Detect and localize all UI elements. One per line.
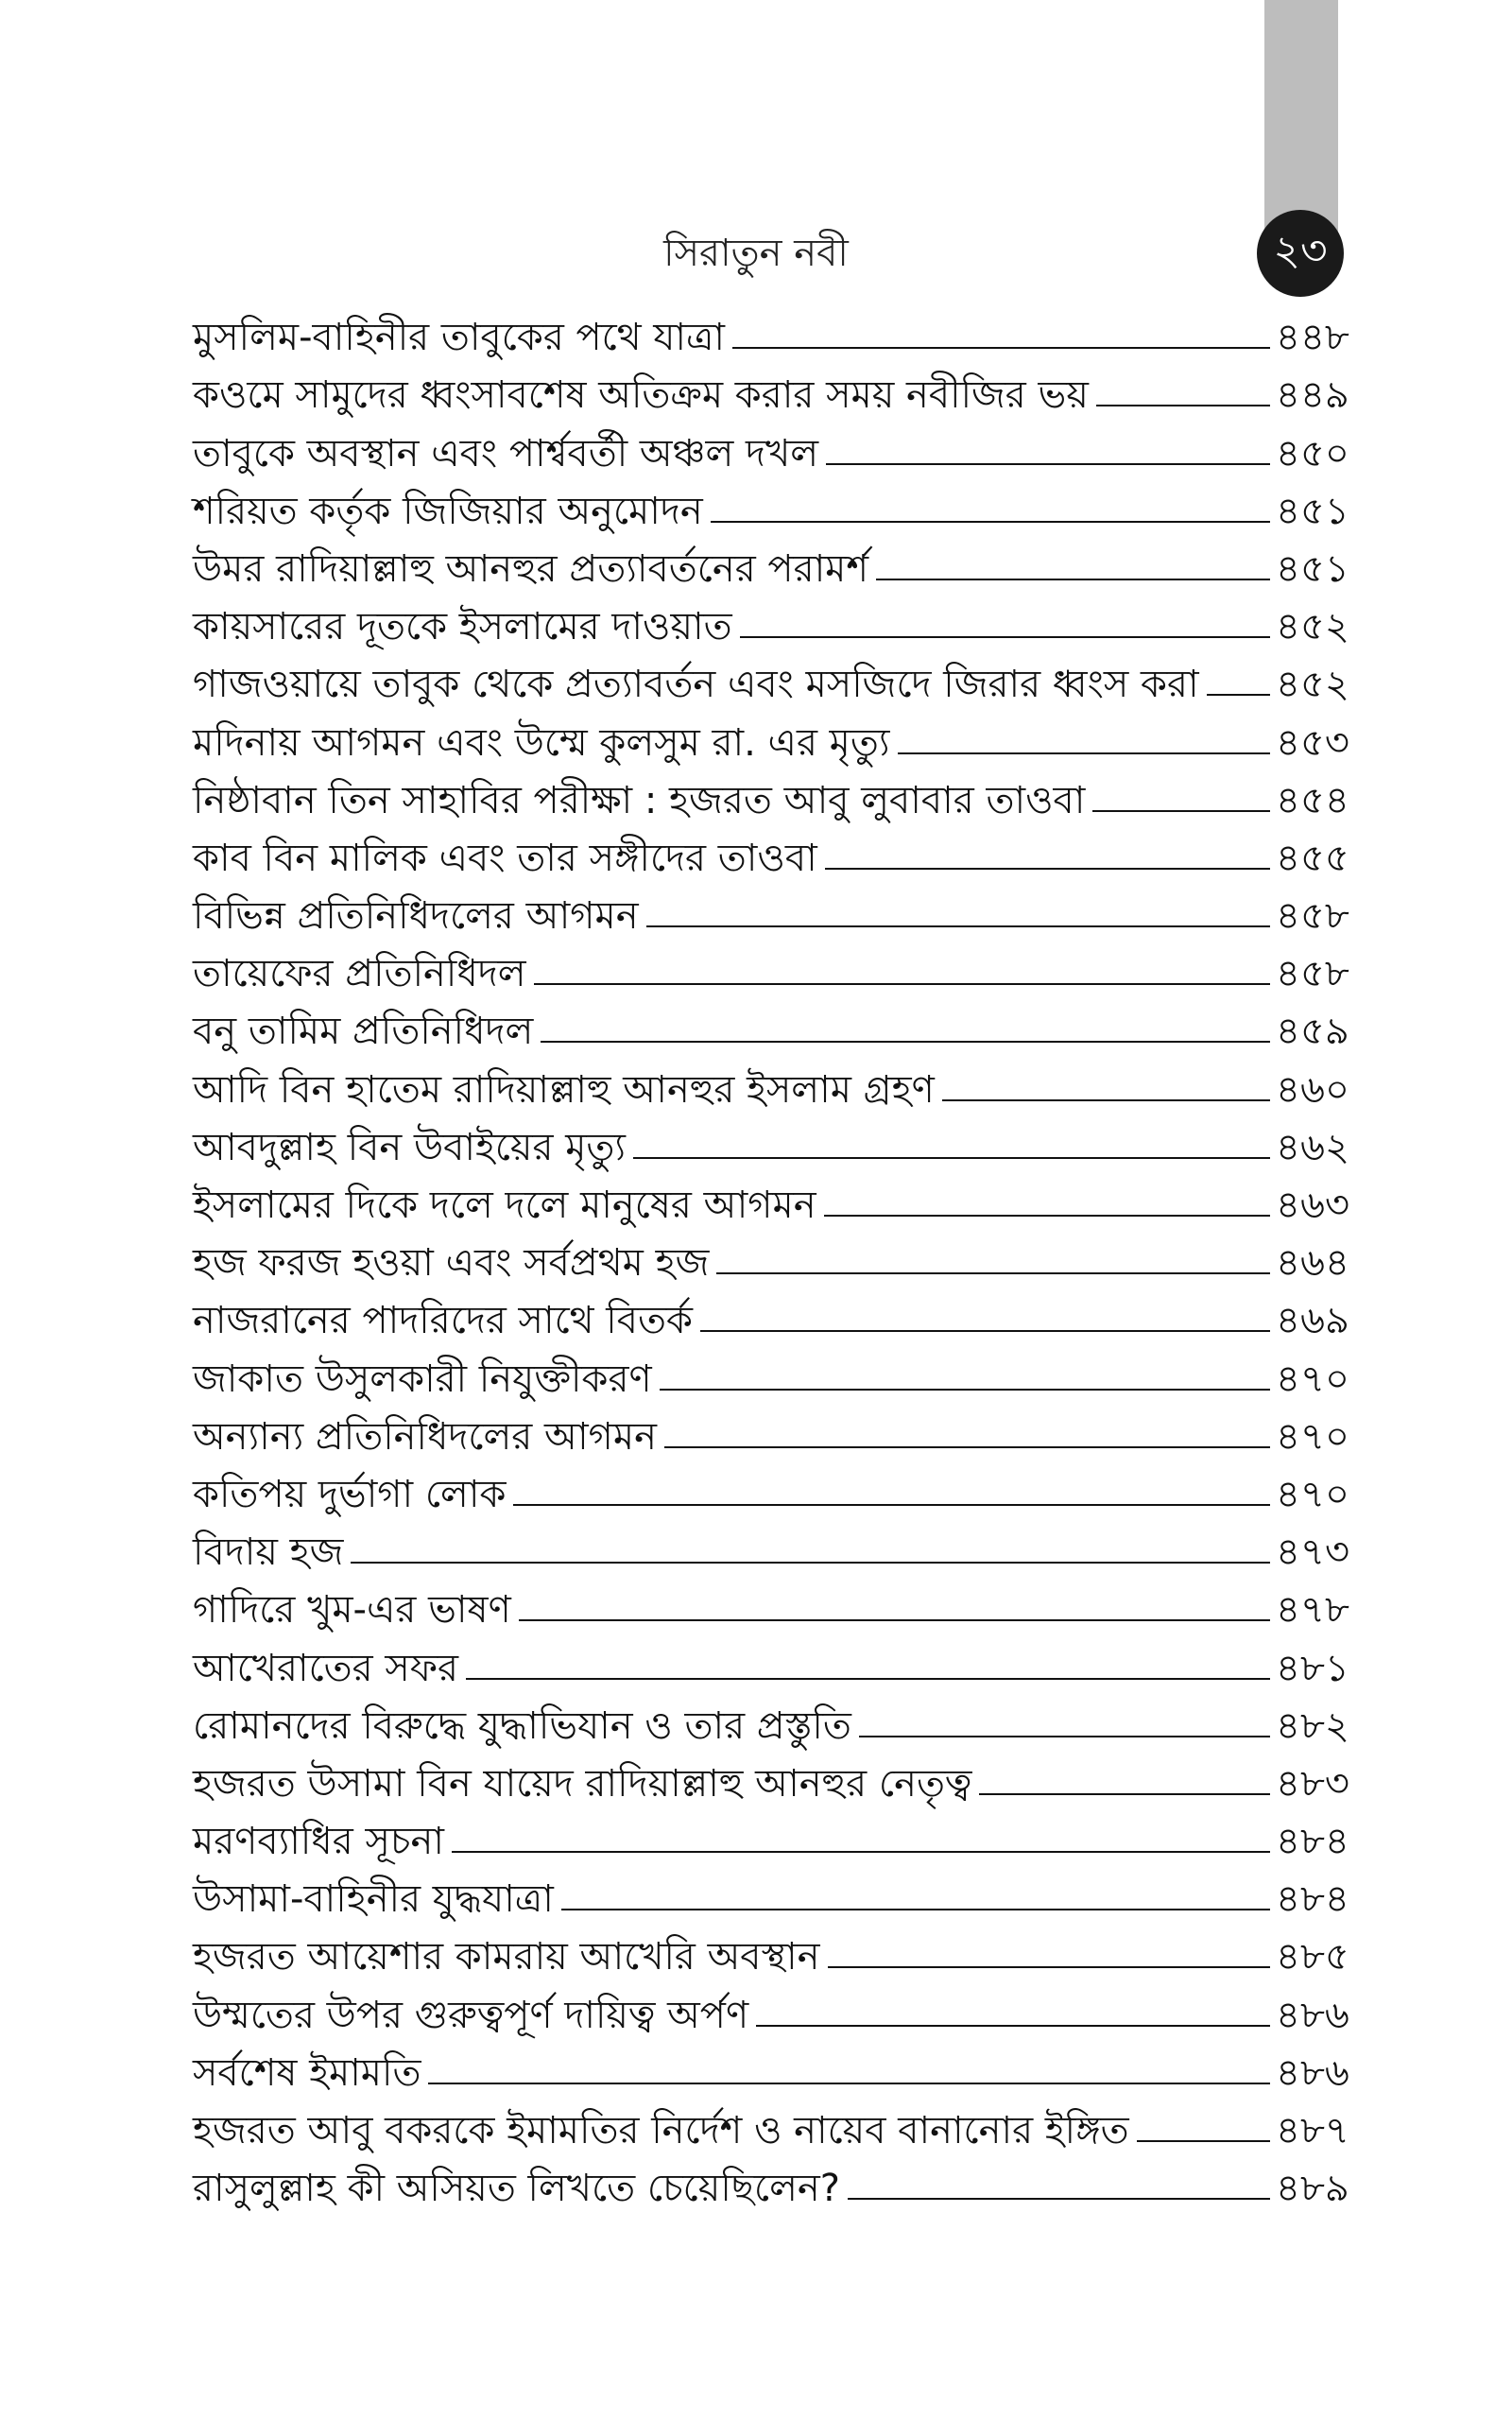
toc-entry[interactable] [193,1341,1348,1399]
toc-leader-line [660,1389,1270,1391]
toc-entry[interactable] [193,301,1348,358]
toc-entry[interactable] [193,1111,1348,1168]
toc-entry-page: ৪৫২ [1276,605,1349,649]
toc-entry-title: সর্বশেষ ইমামতি [193,2050,421,2095]
toc-leader-line [664,1446,1270,1448]
table-of-contents [193,301,1348,2209]
toc-leader-line [700,1330,1270,1332]
toc-leader-line [1092,810,1270,812]
toc-entry[interactable] [193,590,1348,648]
toc-entry[interactable] [193,532,1348,590]
toc-entry[interactable] [193,994,1348,1052]
toc-leader-line [646,925,1270,927]
toc-entry-page: ৪৫৯ [1276,1010,1349,1054]
toc-entry-title: তাবুকে অবস্থান এবং পার্শ্ববর্তী অঞ্চল দখল [193,431,819,475]
toc-leader-line [732,347,1270,349]
toc-entry[interactable] [193,1978,1348,2035]
toc-entry-page: ৪৫৮ [1276,894,1349,939]
toc-entry-page: ৪৭০ [1276,1414,1349,1459]
side-thumb-tab [1264,0,1338,236]
toc-entry-page: ৪৬৯ [1276,1299,1349,1343]
toc-entry[interactable] [193,1515,1348,1573]
toc-entry-title: কতিপয় দুর্ভাগা লোক [193,1472,507,1516]
toc-entry-title: বিদায় হজ [193,1530,344,1575]
toc-entry-title: হজ ফরজ হওয়া এবং সর্বপ্রথম হজ [193,1241,710,1286]
running-head: সিরাতুন নবী [663,232,849,275]
toc-entry-page: ৪৫৪ [1276,778,1349,822]
toc-entry-title: অন্যান্য প্রতিনিধিদলের আগমন [193,1414,657,1459]
toc-leader-line [828,1966,1271,1968]
toc-entry-page: ৪৮৬ [1276,1993,1349,2037]
toc-entry-title: কায়সারের দূতকে ইসলামের দাওয়াত [193,605,732,649]
toc-leader-line [979,1793,1270,1795]
toc-entry[interactable] [193,821,1348,879]
toc-entry-title: কওমে সামুদের ধ্বংসাবশেষ অতিক্রম করার সময় নবীজির ভয় [193,373,1089,418]
toc-leader-line [534,983,1270,985]
toc-leader-line [351,1562,1270,1564]
toc-entry[interactable] [193,1226,1348,1284]
toc-leader-line [942,1099,1270,1101]
toc-entry-title: জাকাত উসুলকারী নিযুক্তীকরণ [193,1357,652,1401]
toc-entry[interactable] [193,1920,1348,1978]
toc-leader-line [466,1678,1270,1680]
toc-entry-title: হজরত আয়েশার কামরায় আখেরি অবস্থান [193,1935,820,1979]
toc-entry-title: তায়েফের প্রতিনিধিদল [193,952,526,996]
toc-entry-page: ৪৫৫ [1276,836,1349,880]
toc-leader-line [633,1157,1270,1159]
toc-entry[interactable] [193,1805,1348,1862]
toc-entry[interactable] [193,937,1348,994]
toc-entry-page: ৪৫১ [1276,489,1349,533]
toc-entry[interactable] [193,2094,1348,2152]
toc-entry-page: ৪৬৩ [1276,1184,1349,1227]
toc-entry[interactable] [193,1284,1348,1341]
toc-entry[interactable] [193,2036,1348,2094]
toc-leader-line [826,463,1270,465]
toc-entry-title: মদিনায় আগমন এবং উম্মে কুলসুম রা. এর মৃত্যু [193,720,890,765]
toc-entry-page: ৪৭০ [1276,1472,1349,1516]
toc-leader-line [1137,2140,1270,2142]
toc-entry[interactable] [193,2152,1348,2209]
toc-entry-title: আবদুল্লাহ বিন উবাইয়ের মৃত্যু [193,1125,627,1169]
toc-entry-title: গাজওয়ায়ে তাবুক থেকে প্রত্যাবর্তন এবং মসজিদে জিরার ধ্বংস করা [193,663,1199,707]
toc-entry[interactable] [193,475,1348,532]
toc-entry-page: ৪৭৮ [1276,1588,1349,1633]
toc-entry-page: ৪৮৯ [1276,2167,1349,2211]
toc-entry-title: মরণব্যাধির সূচনা [193,1820,444,1864]
toc-entry[interactable] [193,1573,1348,1631]
toc-entry[interactable] [193,1052,1348,1110]
toc-entry[interactable] [193,416,1348,474]
toc-leader-line [561,1909,1270,1910]
toc-entry-title: বনু তামিম প্রতিনিধিদল [193,1010,534,1054]
toc-leader-line [716,1272,1270,1274]
toc-leader-line [876,579,1270,580]
toc-entry-page: ৪৬০ [1276,1067,1349,1112]
toc-entry-title: আখেরাতের সফর [193,1646,459,1690]
toc-leader-line [859,1736,1270,1737]
toc-entry-page: ৪৫১ [1276,546,1349,591]
toc-entry-page: ৪৬৪ [1276,1241,1349,1286]
toc-entry[interactable] [193,1689,1348,1747]
toc-leader-line [756,2025,1270,2027]
toc-entry-page: ৪৪৯ [1276,373,1349,418]
toc-entry-page: ৪৮৩ [1276,1761,1349,1806]
toc-entry-title: উমর রাদিয়াল্লাহু আনহুর প্রত্যাবর্তনের পরামর্শ [193,546,869,591]
toc-entry[interactable] [193,1862,1348,1920]
toc-entry-page: ৪৮৪ [1276,1877,1349,1922]
toc-entry-page: ৪৮২ [1276,1703,1349,1748]
toc-entry-page: ৪৭৩ [1276,1530,1349,1575]
toc-leader-line [711,521,1270,523]
page-number-badge: ২৩ [1257,210,1344,297]
toc-entry-title: হজরত উসামা বিন যায়েদ রাদিয়াল্লাহু আনহুর নেতৃত্ব [193,1761,972,1806]
toc-entry[interactable] [193,358,1348,416]
toc-leader-line [825,868,1270,870]
toc-entry-title: হজরত আবু বকরকে ইমামতির নির্দেশ ও নায়েব বানানোর ইঙ্গিত [193,2109,1129,2152]
toc-entry[interactable] [193,1747,1348,1805]
toc-entry[interactable] [193,764,1348,821]
toc-entry[interactable] [193,1168,1348,1226]
toc-entry-page: ৪৫০ [1276,431,1349,475]
toc-entry-title: নাজরানের পাদরিদের সাথে বিতর্ক [193,1299,693,1343]
toc-entry[interactable] [193,648,1348,705]
toc-entry-page: ৪৭০ [1276,1357,1349,1401]
toc-entry[interactable] [193,1458,1348,1515]
toc-entry-title: রাসুলুল্লাহ কী অসিয়ত লিখতে চেয়েছিলেন? [193,2167,840,2211]
toc-entry-title: রোমানদের বিরুদ্ধে যুদ্ধাভিযান ও তার প্রস্তুতি [193,1703,851,1748]
toc-leader-line [513,1504,1270,1506]
toc-entry-page: ৪৮৪ [1276,1820,1349,1864]
toc-entry-title: গাদিরে খুম-এর ভাষণ [193,1588,511,1633]
toc-entry-title: আদি বিন হাতেম রাদিয়াল্লাহু আনহুর ইসলাম গ্রহণ [193,1067,935,1112]
toc-leader-line [848,2198,1270,2200]
toc-entry-title: শরিয়ত কর্তৃক জিজিয়ার অনুমোদন [193,489,703,533]
toc-leader-line [1207,694,1270,696]
toc-entry-page: ৪৫২ [1276,663,1349,707]
toc-entry-title: মুসলিম-বাহিনীর তাবুকের পথে যাত্রা [193,316,726,360]
toc-entry-page: ৪৪৮ [1276,316,1349,360]
toc-entry-page: ৪৫৮ [1276,952,1349,996]
toc-entry-title: নিষ্ঠাবান তিন সাহাবির পরীক্ষা : হজরত আবু লুবাবার তাওবা [193,778,1086,822]
toc-entry-title: কাব বিন মালিক এবং তার সঙ্গীদের তাওবা [193,836,817,880]
toc-leader-line [428,2083,1270,2084]
toc-entry-page: ৪৫৩ [1276,720,1349,765]
toc-entry-page: ৪৮৬ [1276,2050,1349,2095]
toc-leader-line [824,1215,1270,1217]
toc-entry[interactable] [193,705,1348,763]
toc-entry-page: ৪৮১ [1276,1646,1349,1690]
toc-entry-title: উম্মতের উপর গুরুত্বপূর্ণ দায়িত্ব অর্পণ [193,1993,749,2037]
toc-entry-page: ৪৮৫ [1276,1935,1349,1979]
toc-entry-page: ৪৮৭ [1276,2109,1349,2152]
toc-entry[interactable] [193,879,1348,937]
toc-entry[interactable] [193,1631,1348,1688]
toc-entry[interactable] [193,1400,1348,1458]
toc-leader-line [898,752,1270,754]
toc-entry-title: উসামা-বাহিনীর যুদ্ধযাত্রা [193,1877,554,1922]
toc-leader-line [740,636,1270,638]
toc-leader-line [452,1851,1270,1853]
toc-entry-title: বিভিন্ন প্রতিনিধিদলের আগমন [193,894,639,939]
toc-leader-line [1096,405,1270,406]
toc-leader-line [519,1619,1270,1621]
toc-entry-title: ইসলামের দিকে দলে দলে মানুষের আগমন [193,1184,816,1227]
toc-entry-page: ৪৬২ [1276,1125,1349,1169]
toc-leader-line [541,1041,1270,1043]
